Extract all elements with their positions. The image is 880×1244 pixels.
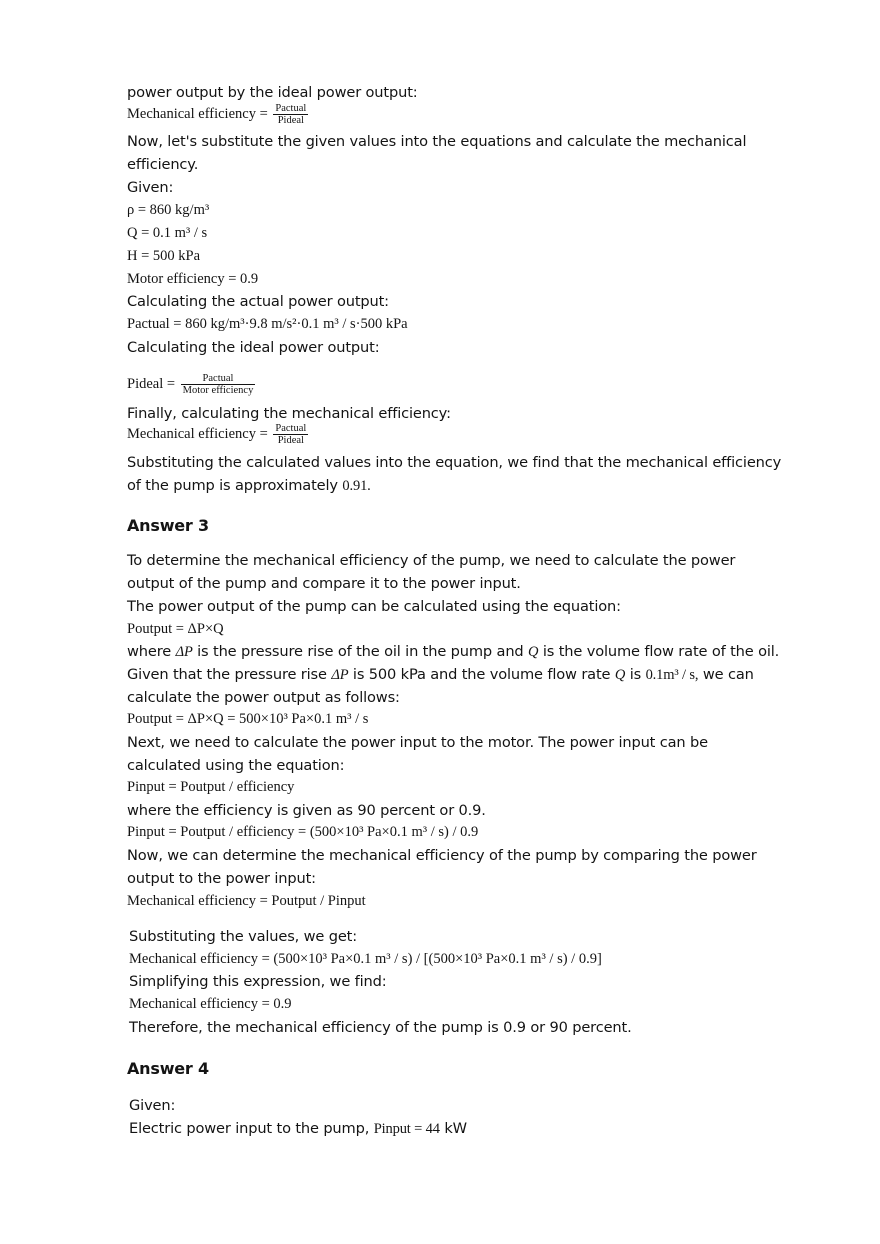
- equation-power-input: Pinput = Poutput / efficiency: [127, 779, 295, 795]
- fraction: $\frac{\text{Pactual}}{\text{Motor efficiency}}$: [182, 373, 254, 396]
- text-line: Electric power input to the pump, Pinput = 44 kW: [129, 1120, 467, 1137]
- heading-answer-3: Answer 3: [127, 516, 209, 535]
- equation-flow-rate: Q = 0.1 m³ / s: [127, 225, 208, 241]
- text-line: of the pump is approximately 0.91.: [127, 477, 371, 494]
- heading-answer-4: Answer 4: [127, 1059, 209, 1078]
- equation-mechanical-efficiency: Mechanical efficiency = $\frac{\text{Pactual}}{\text{Pideal}}$: [127, 103, 307, 126]
- equation-substitution: Mechanical efficiency = (500×10³ Pa×0.1 m³ / s) / [(500×10³ Pa×0.1 m³ / s) / 0.9]: [129, 951, 602, 967]
- equation-actual-power: Pactual = 860 kg/m³·9.8 m/s²·0.1 m³ / s·500 kPa: [127, 316, 408, 332]
- equation-density: ρ = 860 kg/m³: [127, 202, 210, 218]
- text-line: calculate the power output as follows:: [127, 689, 400, 706]
- text-line: Given:: [129, 1097, 176, 1114]
- text-line: Substituting the values, we get:: [129, 928, 358, 945]
- equation-result: Mechanical efficiency = 0.9: [129, 996, 292, 1012]
- text-line: power output by the ideal power output:: [127, 84, 418, 101]
- text-line: Now, we can determine the mechanical efficiency of the pump by comparing the power: [127, 847, 757, 864]
- text-line: Substituting the calculated values into the equation, we find that the mechanical efficiency: [127, 454, 782, 471]
- text-line: Simplifying this expression, we find:: [129, 973, 387, 990]
- text-line: Calculating the ideal power output:: [127, 339, 380, 356]
- text-line: Given that the pressure rise ΔP is 500 kPa and the volume flow rate Q is 0.1m³ / s, we can: [127, 666, 754, 683]
- text-line: Given:: [127, 179, 174, 196]
- equation-mechanical-efficiency: Mechanical efficiency = $\frac{\text{Pactual}}{\text{Pideal}}$: [127, 423, 307, 446]
- equation-mechanical-efficiency-ratio: Mechanical efficiency = Poutput / Pinput: [127, 893, 366, 909]
- text-line: efficiency.: [127, 156, 199, 173]
- equation-power-output: Poutput = ΔP×Q: [127, 621, 224, 637]
- text-line: The power output of the pump can be calculated using the equation:: [127, 598, 621, 615]
- text-line: where ΔP is the pressure rise of the oil in the pump and Q is the volume flow rate of the oil.: [127, 643, 780, 660]
- text-line: where the efficiency is given as 90 percent or 0.9.: [127, 802, 486, 819]
- equation-ideal-power: Pideal = $\frac{\text{Pactual}}{\text{Motor efficiency}}$: [127, 373, 254, 396]
- fraction: $\frac{\text{Pactual}}{\text{Pideal}}$: [275, 103, 307, 126]
- equation-power-input-value: Pinput = Poutput / efficiency = (500×10³ Pa×0.1 m³ / s) / 0.9: [127, 824, 479, 840]
- text-line: output of the pump and compare it to the power input.: [127, 575, 521, 592]
- text-line: Therefore, the mechanical efficiency of the pump is 0.9 or 90 percent.: [129, 1019, 632, 1036]
- text-line: Calculating the actual power output:: [127, 293, 389, 310]
- text-line: output to the power input:: [127, 870, 316, 887]
- text-line: Next, we need to calculate the power input to the motor. The power input can be: [127, 734, 708, 751]
- text-line: Finally, calculating the mechanical efficiency:: [127, 405, 451, 422]
- fraction: $\frac{\text{Pactual}}{\text{Pideal}}$: [275, 423, 307, 446]
- equation-motor-efficiency: Motor efficiency = 0.9: [127, 271, 259, 287]
- equation-power-output-value: Poutput = ΔP×Q = 500×10³ Pa×0.1 m³ / s: [127, 711, 369, 727]
- equation-head: H = 500 kPa: [127, 248, 201, 264]
- text-line: Now, let's substitute the given values into the equations and calculate the mechanical: [127, 133, 747, 150]
- text-line: To determine the mechanical efficiency of the pump, we need to calculate the power: [127, 552, 736, 569]
- text-line: calculated using the equation:: [127, 757, 345, 774]
